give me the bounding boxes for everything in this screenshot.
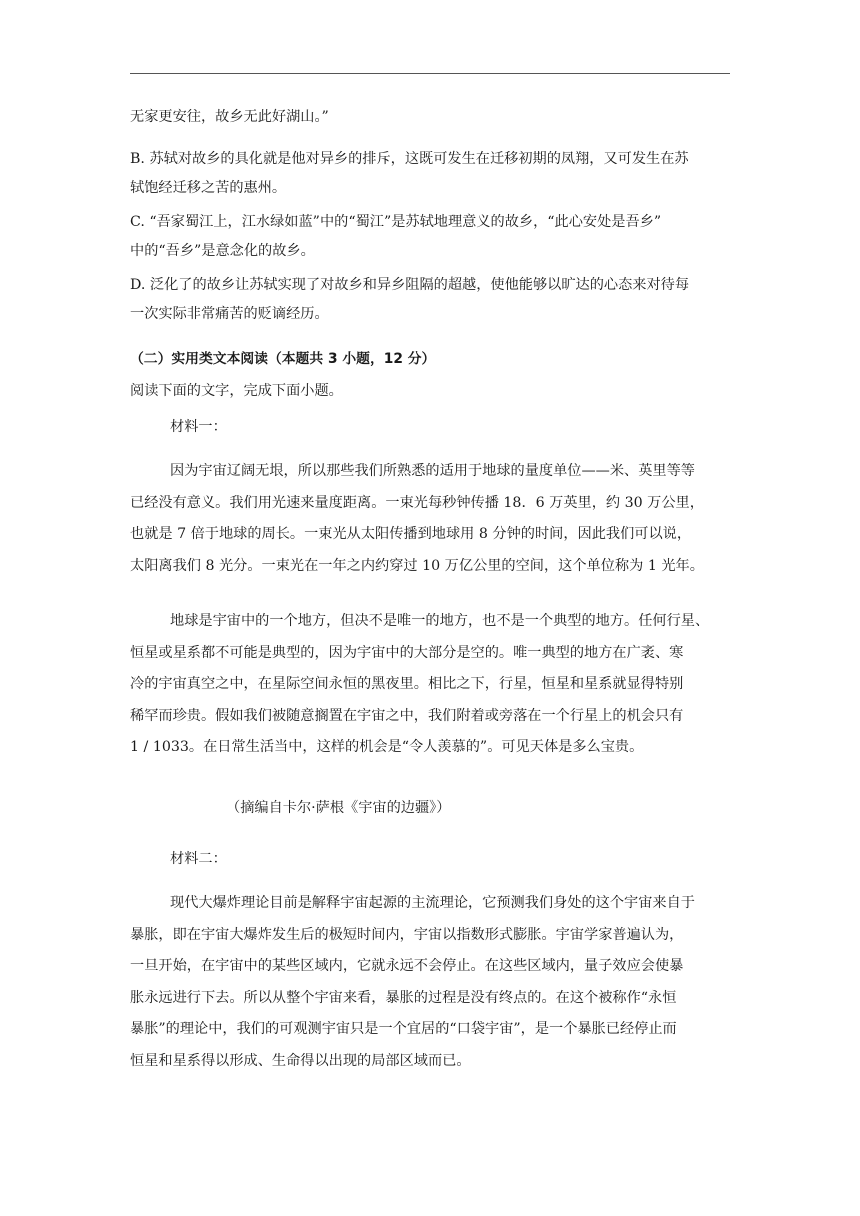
option-c — [130, 208, 740, 266]
text-line: 现代大爆炸理论目前是解释宇宙起源的主流理论，它预测我们身处的这个宇宙来自于 — [170, 895, 695, 911]
material-1-label: 材料一： — [170, 419, 227, 435]
option-a-tail — [130, 103, 740, 132]
option-c-line-1: C. “吾家蜀江上，江水绿如蓝”中的“蜀江”是苏轼地理意义的故乡，“此心安处是吾乡” — [130, 214, 662, 230]
option-d — [130, 271, 740, 329]
text-line: 胀永远进行下去。所以从整个宇宙来看，暴胀的过程是没有终点的。在这个被称作“永恒 — [130, 989, 677, 1006]
option-b-line-2: 轼饱经迁移之苦的惠州。 — [130, 180, 287, 196]
header-rule — [130, 73, 730, 74]
text-line: 因为宇宙辽阔无垠，所以那些我们所熟悉的适用于地球的量度单位——米、英里等等 — [170, 463, 695, 479]
material-2-paragraph-1 — [130, 888, 740, 1077]
material-1-source: （摘编自卡尔·萨根《宇宙的边疆》） — [226, 800, 451, 816]
option-b — [130, 145, 740, 203]
section-title: （二）实用类文本阅读（本题共 3 小题，12 分） — [130, 351, 436, 367]
material-1-paragraph-2 — [130, 606, 740, 764]
text-line: 暴胀”的理论中，我们的可观测宇宙只是一个宜居的“口袋宇宙”，是一个暴胀已经停止而 — [130, 1021, 677, 1037]
text-line: 冷的宇宙真空之中，在星际空间永恒的黑夜里。相比之下，行星，恒星和星系就显得特别 — [130, 676, 684, 692]
text-line: 稀罕而珍贵。假如我们被随意搁置在宇宙之中，我们附着或旁落在一个行星上的机会只有 — [130, 707, 684, 724]
option-b-line-1: B. 苏轼对故乡的具化就是他对异乡的排斥，这既可发生在迁移初期的凤翔，又可发生在苏 — [130, 151, 689, 167]
option-a-line: 无家更安往，故乡无此好湖山。” — [130, 109, 329, 125]
text-line: 已经没有意义。我们用光速来量度距离。一束光每秒钟传播 18．6 万英里，约 30 万公里， — [130, 494, 704, 511]
text-line: 1 / 1033。在日常生活当中，这样的机会是“令人羡慕的”。可见天体是多么宝贵。 — [130, 739, 644, 755]
text-line: 也就是 7 倍于地球的周长。一束光从太阳传播到地球用 8 分钟的时间，因此我们可以说， — [130, 526, 692, 542]
option-d-line-1: D. 泛化了的故乡让苏轼实现了对故乡和异乡阻隔的超越，使他能够以旷达的心态来对待每 — [130, 277, 690, 293]
text-line: 暴胀，即在宇宙大爆炸发生后的极短时间内，宇宙以指数形式膨胀。宇宙学家普遍认为， — [130, 926, 684, 943]
text-line: 恒星和星系得以形成、生命得以出现的局部区域而已。 — [130, 1052, 471, 1069]
material-2-label: 材料二： — [170, 851, 227, 867]
text-line: 太阳离我们 8 光分。一束光在一年之内约穿过 10 万亿公里的空间，这个单位称为 1 光年。 — [130, 557, 704, 574]
text-line: 恒星或星系都不可能是典型的，因为宇宙中的大部分是空的。唯一典型的地方在广袤、寒 — [130, 644, 684, 661]
option-c-line-2: 中的“吾乡”是意念化的故乡。 — [130, 243, 315, 259]
option-d-line-2: 一次实际非常痛苦的贬谪经历。 — [130, 306, 329, 322]
text-line: 一旦开始，在宇宙中的某些区域内，它就永远不会停止。在这些区域内，量子效应会使暴 — [130, 958, 684, 974]
text-line: 地球是宇宙中的一个地方，但决不是唯一的地方，也不是一个典型的地方。任何行星、 — [170, 613, 710, 629]
material-1-paragraph-1 — [130, 456, 740, 582]
section-instruction: 阅读下面的文字，完成下面小题。 — [130, 383, 343, 399]
